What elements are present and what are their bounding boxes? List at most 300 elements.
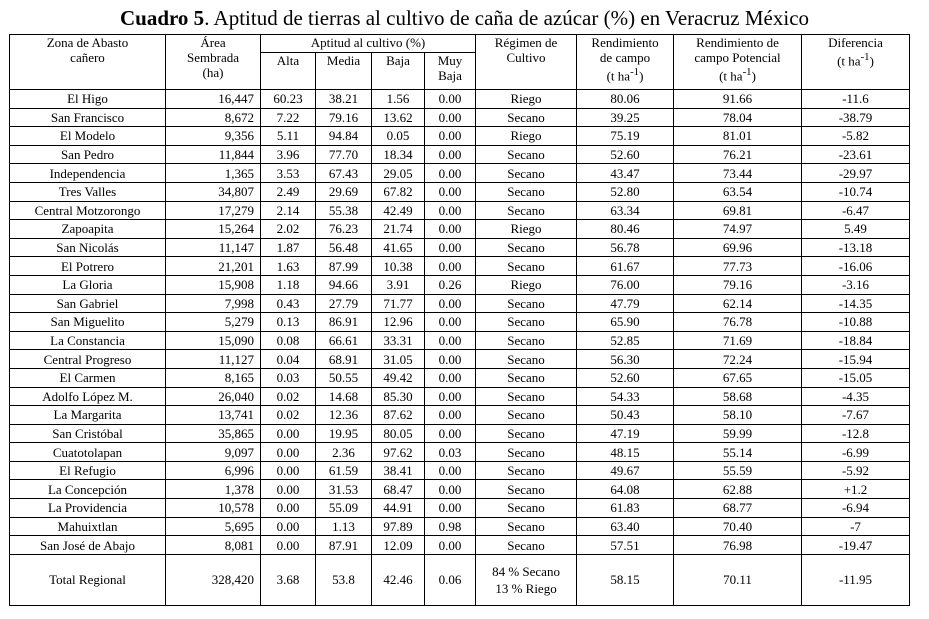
cell-zona: El Higo (10, 90, 166, 109)
cell-zona: El Carmen (10, 368, 166, 387)
cell-rendimiento: 52.60 (577, 368, 674, 387)
cell-alta: 3.53 (261, 164, 316, 183)
cell-zona: Adolfo López M. (10, 387, 166, 406)
cell-alta: 0.13 (261, 313, 316, 332)
cell-zona: San Cristóbal (10, 424, 166, 443)
total-alta: 3.68 (261, 554, 316, 605)
table-row (10, 220, 910, 239)
cell-baja: 71.77 (372, 294, 425, 313)
table-row (10, 331, 910, 350)
cell-baja: 44.91 (372, 499, 425, 518)
cell-baja: 13.62 (372, 108, 425, 127)
cell-regimen: Secano (476, 145, 577, 164)
total-rendimiento-potencial: 70.11 (674, 554, 802, 605)
cell-area: 26,040 (166, 387, 261, 406)
cell-rendimiento-potencial: 58.68 (674, 387, 802, 406)
header-rendimiento: Rendimiento de campo (t $ha^{-1}$) (577, 35, 674, 90)
cell-baja: 97.89 (372, 517, 425, 536)
cell-regimen: Secano (476, 238, 577, 257)
cell-regimen: Secano (476, 182, 577, 201)
cell-area: 17,279 (166, 201, 261, 220)
cell-zona: Central Motzorongo (10, 201, 166, 220)
cell-media: 29.69 (316, 182, 372, 201)
cell-zona: Central Progreso (10, 350, 166, 369)
cell-muy-baja: 0.00 (425, 387, 476, 406)
cell-diferencia: -18.84 (802, 331, 910, 350)
cell-rendimiento: 61.67 (577, 257, 674, 276)
cell-zona: La Providencia (10, 499, 166, 518)
cell-diferencia: -10.88 (802, 313, 910, 332)
cell-diferencia: -7 (802, 517, 910, 536)
cell-media: 56.48 (316, 238, 372, 257)
cell-rendimiento: 63.34 (577, 201, 674, 220)
header-area: Área Sembrada (ha) (166, 35, 261, 90)
cell-rendimiento-potencial: 72.24 (674, 350, 802, 369)
cell-media: 31.53 (316, 480, 372, 499)
cell-baja: 49.42 (372, 368, 425, 387)
cell-area: 16,447 (166, 90, 261, 109)
cell-diferencia: -10.74 (802, 182, 910, 201)
cell-alta: 0.08 (261, 331, 316, 350)
cell-regimen: Secano (476, 443, 577, 462)
cell-muy-baja: 0.00 (425, 368, 476, 387)
cell-area: 1,365 (166, 164, 261, 183)
cell-muy-baja: 0.00 (425, 145, 476, 164)
cell-regimen: Secano (476, 368, 577, 387)
cell-alta: 0.00 (261, 480, 316, 499)
cell-area: 15,090 (166, 331, 261, 350)
cell-rendimiento: 39.25 (577, 108, 674, 127)
table-row (10, 257, 910, 276)
cell-muy-baja: 0.00 (425, 406, 476, 425)
cell-diferencia: -6.47 (802, 201, 910, 220)
cell-regimen: Secano (476, 387, 577, 406)
table-row (10, 164, 910, 183)
cell-baja: 10.38 (372, 257, 425, 276)
cell-rendimiento-potencial: 62.14 (674, 294, 802, 313)
cell-baja: 67.82 (372, 182, 425, 201)
table-row (10, 443, 910, 462)
cell-muy-baja: 0.00 (425, 257, 476, 276)
table-row (10, 350, 910, 369)
cell-rendimiento-potencial: 76.98 (674, 536, 802, 555)
total-row (10, 554, 910, 605)
cell-media: 68.91 (316, 350, 372, 369)
cell-alta: 2.02 (261, 220, 316, 239)
cell-regimen: Secano (476, 313, 577, 332)
cell-muy-baja: 0.00 (425, 480, 476, 499)
cell-diferencia: -3.16 (802, 275, 910, 294)
cell-diferencia: -6.94 (802, 499, 910, 518)
cell-zona: Zapoapita (10, 220, 166, 239)
cell-baja: 1.56 (372, 90, 425, 109)
cell-rendimiento-potencial: 76.21 (674, 145, 802, 164)
cell-rendimiento-potencial: 73.44 (674, 164, 802, 183)
cell-rendimiento: 64.08 (577, 480, 674, 499)
cell-zona: El Modelo (10, 127, 166, 146)
cell-regimen: Secano (476, 331, 577, 350)
cell-alta: 0.00 (261, 536, 316, 555)
cell-diferencia: 5.49 (802, 220, 910, 239)
cell-area: 8,165 (166, 368, 261, 387)
cell-area: 8,672 (166, 108, 261, 127)
cell-area: 5,695 (166, 517, 261, 536)
cell-diferencia: -23.61 (802, 145, 910, 164)
total-label: Total Regional (10, 554, 166, 605)
cell-media: 76.23 (316, 220, 372, 239)
cell-rendimiento-potencial: 69.96 (674, 238, 802, 257)
cell-muy-baja: 0.00 (425, 201, 476, 220)
cell-rendimiento: 56.30 (577, 350, 674, 369)
cell-area: 5,279 (166, 313, 261, 332)
cell-baja: 80.05 (372, 424, 425, 443)
cell-rendimiento: 76.00 (577, 275, 674, 294)
cell-rendimiento-potencial: 55.59 (674, 461, 802, 480)
cell-regimen: Riego (476, 90, 577, 109)
header-aptitud: Aptitud al cultivo (%) (261, 35, 476, 53)
cell-media: 55.38 (316, 201, 372, 220)
cell-rendimiento: 56.78 (577, 238, 674, 257)
cell-muy-baja: 0.00 (425, 313, 476, 332)
cell-rendimiento-potencial: 71.69 (674, 331, 802, 350)
cell-baja: 42.49 (372, 201, 425, 220)
cell-baja: 3.91 (372, 275, 425, 294)
cell-diferencia: -14.35 (802, 294, 910, 313)
cell-zona: El Refugio (10, 461, 166, 480)
table-body (10, 90, 910, 555)
cell-rendimiento-potencial: 81.01 (674, 127, 802, 146)
cell-rendimiento-potencial: 67.65 (674, 368, 802, 387)
cell-alta: 0.04 (261, 350, 316, 369)
header-muy-baja: Muy Baja (425, 53, 476, 90)
cell-regimen: Secano (476, 424, 577, 443)
cell-alta: 0.02 (261, 406, 316, 425)
cell-muy-baja: 0.00 (425, 238, 476, 257)
header-regimen: Régimen de Cultivo (476, 35, 577, 90)
suitability-table (9, 34, 910, 606)
cell-rendimiento-potencial: 91.66 (674, 90, 802, 109)
cell-muy-baja: 0.00 (425, 220, 476, 239)
cell-muy-baja: 0.03 (425, 443, 476, 462)
cell-area: 6,996 (166, 461, 261, 480)
cell-media: 27.79 (316, 294, 372, 313)
cell-area: 10,578 (166, 499, 261, 518)
cell-regimen: Secano (476, 406, 577, 425)
cell-alta: 3.96 (261, 145, 316, 164)
cell-rendimiento: 52.80 (577, 182, 674, 201)
cell-diferencia: -16.06 (802, 257, 910, 276)
cell-muy-baja: 0.00 (425, 182, 476, 201)
cell-area: 13,741 (166, 406, 261, 425)
cell-area: 15,264 (166, 220, 261, 239)
table-title (0, 6, 929, 30)
cell-media: 38.21 (316, 90, 372, 109)
cell-media: 12.36 (316, 406, 372, 425)
cell-diferencia: -5.92 (802, 461, 910, 480)
cell-baja: 0.05 (372, 127, 425, 146)
cell-rendimiento: 65.90 (577, 313, 674, 332)
cell-regimen: Secano (476, 499, 577, 518)
cell-media: 61.59 (316, 461, 372, 480)
cell-diferencia: -38.79 (802, 108, 910, 127)
cell-alta: 5.11 (261, 127, 316, 146)
cell-diferencia: -19.47 (802, 536, 910, 555)
table-row (10, 499, 910, 518)
cell-muy-baja: 0.00 (425, 331, 476, 350)
cell-media: 77.70 (316, 145, 372, 164)
cell-alta: 1.87 (261, 238, 316, 257)
cell-rendimiento-potencial: 55.14 (674, 443, 802, 462)
cell-baja: 38.41 (372, 461, 425, 480)
cell-media: 87.91 (316, 536, 372, 555)
cell-media: 14.68 (316, 387, 372, 406)
total-muy-baja: 0.06 (425, 554, 476, 605)
table-row (10, 294, 910, 313)
cell-zona: San Nicolás (10, 238, 166, 257)
cell-rendimiento: 52.85 (577, 331, 674, 350)
table-row (10, 313, 910, 332)
cell-media: 50.55 (316, 368, 372, 387)
cell-baja: 12.09 (372, 536, 425, 555)
cell-rendimiento: 63.40 (577, 517, 674, 536)
cell-zona: Tres Valles (10, 182, 166, 201)
cell-rendimiento: 43.47 (577, 164, 674, 183)
cell-zona: San José de Abajo (10, 536, 166, 555)
cell-rendimiento: 49.67 (577, 461, 674, 480)
cell-area: 11,147 (166, 238, 261, 257)
cell-media: 94.66 (316, 275, 372, 294)
cell-regimen: Secano (476, 164, 577, 183)
cell-regimen: Secano (476, 108, 577, 127)
cell-rendimiento: 54.33 (577, 387, 674, 406)
cell-muy-baja: 0.00 (425, 90, 476, 109)
cell-alta: 0.43 (261, 294, 316, 313)
cell-area: 34,807 (166, 182, 261, 201)
table-row (10, 406, 910, 425)
cell-diferencia: -13.18 (802, 238, 910, 257)
header-alta: Alta (261, 53, 316, 90)
cell-regimen: Secano (476, 350, 577, 369)
cell-media: 94.84 (316, 127, 372, 146)
cell-rendimiento-potencial: 76.78 (674, 313, 802, 332)
cell-media: 2.36 (316, 443, 372, 462)
cell-media: 86.91 (316, 313, 372, 332)
cell-area: 7,998 (166, 294, 261, 313)
cell-area: 1,378 (166, 480, 261, 499)
cell-zona: San Francisco (10, 108, 166, 127)
cell-rendimiento-potencial: 69.81 (674, 201, 802, 220)
cell-zona: San Pedro (10, 145, 166, 164)
cell-alta: 2.49 (261, 182, 316, 201)
total-media: 53.8 (316, 554, 372, 605)
cell-regimen: Secano (476, 517, 577, 536)
cell-zona: San Gabriel (10, 294, 166, 313)
header-baja: Baja (372, 53, 425, 90)
cell-media: 87.99 (316, 257, 372, 276)
cell-zona: Independencia (10, 164, 166, 183)
cell-muy-baja: 0.00 (425, 127, 476, 146)
cell-rendimiento: 80.06 (577, 90, 674, 109)
cell-muy-baja: 0.00 (425, 536, 476, 555)
cell-rendimiento: 57.51 (577, 536, 674, 555)
cell-rendimiento-potencial: 70.40 (674, 517, 802, 536)
cell-regimen: Secano (476, 201, 577, 220)
cell-baja: 12.96 (372, 313, 425, 332)
table-caption: . Aptitud de tierras al cultivo de caña de azúcar (%) en Veracruz México (204, 6, 810, 30)
cell-alta: 1.18 (261, 275, 316, 294)
cell-rendimiento-potencial: 79.16 (674, 275, 802, 294)
cell-muy-baja: 0.00 (425, 164, 476, 183)
cell-regimen: Secano (476, 480, 577, 499)
cell-diferencia: -4.35 (802, 387, 910, 406)
cell-muy-baja: 0.00 (425, 294, 476, 313)
cell-muy-baja: 0.00 (425, 499, 476, 518)
cell-rendimiento: 52.60 (577, 145, 674, 164)
cell-alta: 0.00 (261, 443, 316, 462)
cell-baja: 85.30 (372, 387, 425, 406)
total-baja: 42.46 (372, 554, 425, 605)
cell-area: 11,127 (166, 350, 261, 369)
cell-rendimiento-potencial: 68.77 (674, 499, 802, 518)
table-row (10, 424, 910, 443)
cell-alta: 0.00 (261, 424, 316, 443)
cell-diferencia: -11.6 (802, 90, 910, 109)
cell-rendimiento-potencial: 62.88 (674, 480, 802, 499)
cell-rendimiento-potencial: 63.54 (674, 182, 802, 201)
cell-zona: El Potrero (10, 257, 166, 276)
cell-diferencia: -7.67 (802, 406, 910, 425)
cell-baja: 97.62 (372, 443, 425, 462)
cell-muy-baja: 0.00 (425, 461, 476, 480)
cell-media: 55.09 (316, 499, 372, 518)
header-media: Media (316, 53, 372, 90)
cell-regimen: Riego (476, 220, 577, 239)
header-rendimiento-potencial: Rendimiento de campo Potencial (t $ha^{-1}$) (674, 35, 802, 90)
cell-regimen: Secano (476, 257, 577, 276)
cell-baja: 29.05 (372, 164, 425, 183)
cell-diferencia: -5.82 (802, 127, 910, 146)
total-area: 328,420 (166, 554, 261, 605)
cell-diferencia: -15.05 (802, 368, 910, 387)
cell-rendimiento: 47.79 (577, 294, 674, 313)
cell-media: 79.16 (316, 108, 372, 127)
cell-zona: La Gloria (10, 275, 166, 294)
cell-diferencia: +1.2 (802, 480, 910, 499)
table-row (10, 201, 910, 220)
cell-media: 1.13 (316, 517, 372, 536)
cell-rendimiento: 47.19 (577, 424, 674, 443)
cell-diferencia: -29.97 (802, 164, 910, 183)
cell-rendimiento-potencial: 77.73 (674, 257, 802, 276)
cell-diferencia: -6.99 (802, 443, 910, 462)
cell-rendimiento-potencial: 59.99 (674, 424, 802, 443)
table-row (10, 517, 910, 536)
cell-area: 9,097 (166, 443, 261, 462)
cell-diferencia: -15.94 (802, 350, 910, 369)
cell-rendimiento-potencial: 58.10 (674, 406, 802, 425)
cell-alta: 0.03 (261, 368, 316, 387)
table-row (10, 536, 910, 555)
cell-baja: 33.31 (372, 331, 425, 350)
cell-baja: 18.34 (372, 145, 425, 164)
cell-regimen: Secano (476, 536, 577, 555)
cell-baja: 21.74 (372, 220, 425, 239)
header-row-top (10, 35, 910, 53)
cell-alta: 0.00 (261, 499, 316, 518)
cell-regimen: Riego (476, 127, 577, 146)
cell-rendimiento: 50.43 (577, 406, 674, 425)
header-diferencia: Diferencia (t $ha^{-1}$) (802, 35, 910, 90)
cell-media: 19.95 (316, 424, 372, 443)
cell-zona: La Concepción (10, 480, 166, 499)
cell-media: 67.43 (316, 164, 372, 183)
table-row (10, 480, 910, 499)
cell-diferencia: -12.8 (802, 424, 910, 443)
cell-baja: 68.47 (372, 480, 425, 499)
cell-area: 35,865 (166, 424, 261, 443)
cell-area: 9,356 (166, 127, 261, 146)
cell-regimen: Secano (476, 294, 577, 313)
cell-zona: Cuatotolapan (10, 443, 166, 462)
table-row (10, 145, 910, 164)
cell-zona: Mahuixtlan (10, 517, 166, 536)
cell-rendimiento: 48.15 (577, 443, 674, 462)
total-regimen: 84 % Secano 13 % Riego (476, 554, 577, 605)
table-row (10, 127, 910, 146)
cell-regimen: Secano (476, 461, 577, 480)
header-zona: Zona de Abasto cañero (10, 35, 166, 90)
cell-rendimiento-potencial: 78.04 (674, 108, 802, 127)
cell-baja: 31.05 (372, 350, 425, 369)
cell-alta: 0.00 (261, 517, 316, 536)
cell-alta: 0.00 (261, 461, 316, 480)
cell-baja: 87.62 (372, 406, 425, 425)
cell-alta: 1.63 (261, 257, 316, 276)
cell-zona: San Miguelito (10, 313, 166, 332)
cell-area: 11,844 (166, 145, 261, 164)
table-number: Cuadro 5 (119, 6, 205, 30)
total-diferencia: -11.95 (802, 554, 910, 605)
table-row (10, 108, 910, 127)
cell-rendimiento: 80.46 (577, 220, 674, 239)
cell-alta: 0.02 (261, 387, 316, 406)
cell-muy-baja: 0.26 (425, 275, 476, 294)
cell-rendimiento: 61.83 (577, 499, 674, 518)
cell-muy-baja: 0.98 (425, 517, 476, 536)
cell-muy-baja: 0.00 (425, 108, 476, 127)
table-row (10, 238, 910, 257)
cell-alta: 2.14 (261, 201, 316, 220)
cell-area: 21,201 (166, 257, 261, 276)
cell-regimen: Riego (476, 275, 577, 294)
table-row (10, 368, 910, 387)
cell-baja: 41.65 (372, 238, 425, 257)
cell-rendimiento-potencial: 74.97 (674, 220, 802, 239)
cell-media: 66.61 (316, 331, 372, 350)
cell-zona: La Constancia (10, 331, 166, 350)
cell-zona: La Margarita (10, 406, 166, 425)
table-row (10, 90, 910, 109)
table-row (10, 387, 910, 406)
cell-area: 15,908 (166, 275, 261, 294)
cell-rendimiento: 75.19 (577, 127, 674, 146)
total-rendimiento: 58.15 (577, 554, 674, 605)
cell-alta: 7.22 (261, 108, 316, 127)
cell-muy-baja: 0.00 (425, 350, 476, 369)
cell-muy-baja: 0.00 (425, 424, 476, 443)
cell-area: 8,081 (166, 536, 261, 555)
table-row (10, 275, 910, 294)
